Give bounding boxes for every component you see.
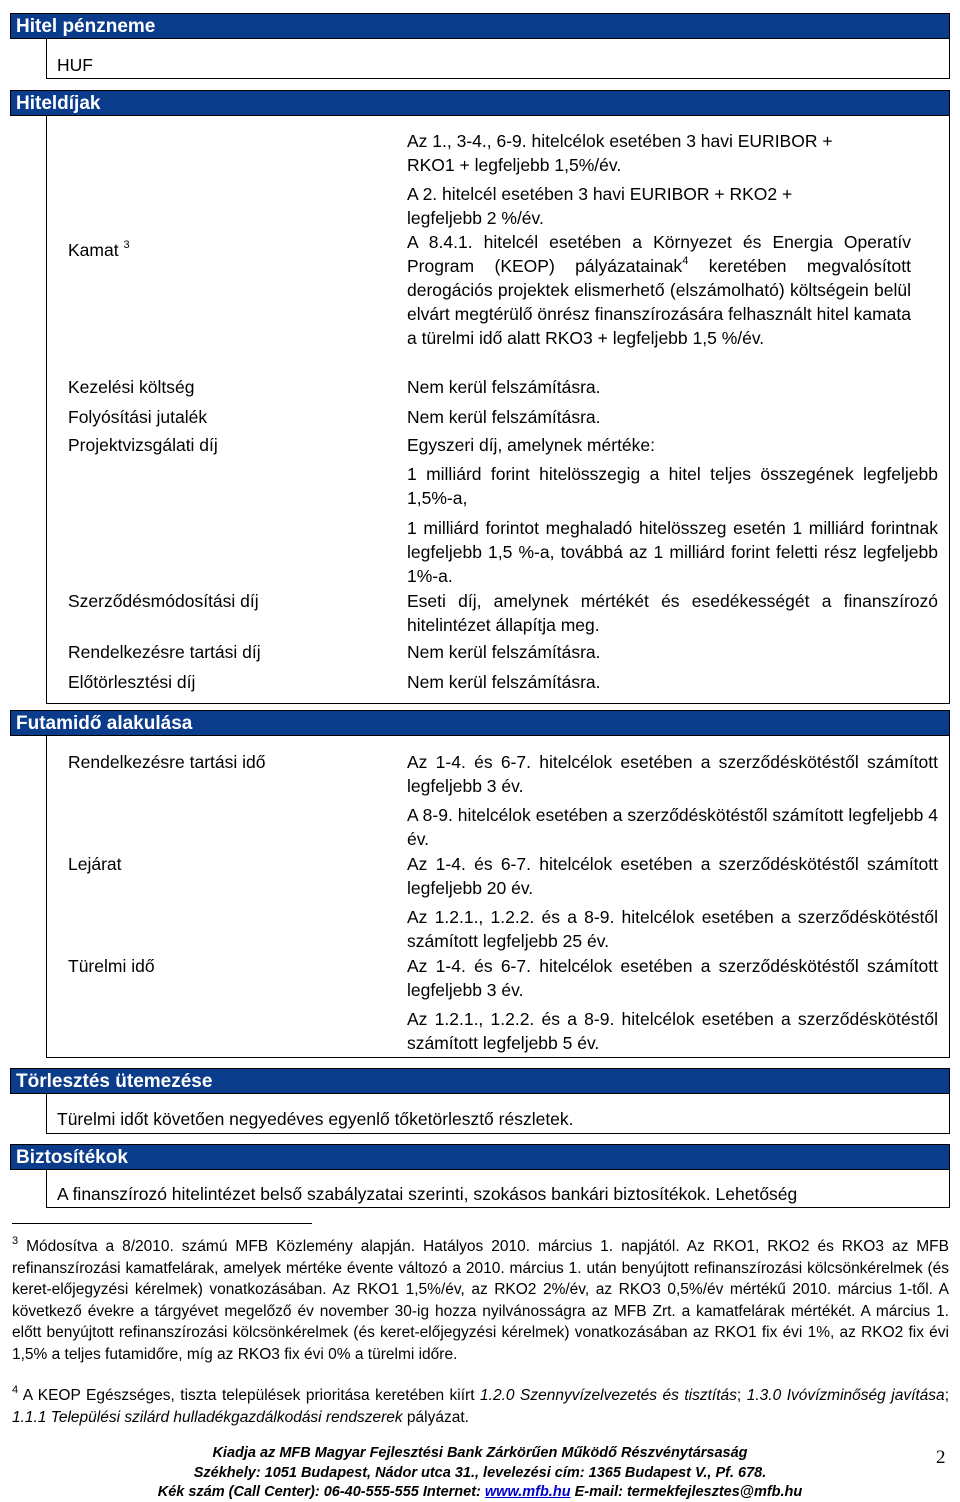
elotorlesztesi-value: Nem kerül felszámításra.	[407, 672, 601, 692]
kezelesi-value: Nem kerül felszámításra.	[407, 377, 601, 397]
lejarat-paragraph-2: Az 1.2.1., 1.2.2. és a 8-9. hitelcélok esetében a szerződéskötéstől számított legfeljebb 25 év.	[407, 907, 938, 951]
projekt-line: Egyszeri díj, amelynek mértéke:	[407, 435, 656, 455]
footer-publisher: Kiadja az MFB Magyar Fejlesztési Bank Zárkörűen Működő Részvénytársaság	[212, 1445, 748, 1461]
folyositasi-value: Nem kerül felszámításra.	[407, 407, 601, 427]
turelmi-paragraph-1: Az 1-4. és 6-7. hitelcélok esetében a szerződéskötéstől számított legfeljebb 3 év.	[407, 956, 938, 1000]
folyositasi-label: Folyósítási jutalék	[68, 407, 208, 427]
szerzodes-label: Szerződésmódosítási díj	[68, 591, 259, 611]
kamat-line-3: A 2. hitelcél esetében 3 havi EURIBOR + RKO2 +	[407, 184, 793, 204]
rendelkezesre-value: Nem kerül felszámításra.	[407, 642, 601, 662]
tartasi-label: Rendelkezésre tartási idő	[68, 752, 266, 772]
lejarat-paragraph-1: Az 1-4. és 6-7. hitelcélok esetében a szerződéskötéstől számított legfeljebb 20 év.	[407, 854, 938, 898]
footnote-3: $^3$ Módosítva a 8/2010. számú MFB Közlemény alapján. Hatályos 2010. március 1. napjától. Az RKO1, RKO2 és RKO3 az MFB refinanszírozási kamatfelárak, amelyek mértéke évente változó a 2010. március 1. után benyújtott refinanszírozási kölcsönkérelmek (és keret-előjegyzési kérelmek) vonatkozásában. Az RKO1 1,5%/év, az RKO2 2%/év, az RKO3 0,5%/év mértékű 2010. március 1-től. A következő évekre a tárgyévet megelőző év november 30-ig hozza nyilvánosságra az MFB Zrt. a kamatfelárak mértékét. A március 1. előtt benyújtott refinanszírozási kölcsönkérelmek (és keret-előjegyzési kérelmek) vonatkozásában az RKO1 fix évi 1%, az RKO2 fix évi 1,5% a teljes futamidőre, míg az RKO3 fix évi 0% a türelmi időre.	[12, 1234, 949, 1363]
page-number: 2	[936, 1447, 946, 1468]
section-heading-term: Futamidő alakulása	[10, 710, 950, 736]
kezelesi-label: Kezelési költség	[68, 377, 195, 397]
elotorlesztesi-label: Előtörlesztési díj	[68, 672, 196, 692]
footnote-separator	[12, 1223, 312, 1224]
kamat-line-1: Az 1., 3-4., 6-9. hitelcélok esetében 3 havi EURIBOR +	[407, 131, 833, 151]
footer-contact: Kék szám (Call Center): 06-40-555-555 Internet: www.mfb.hu E-mail: termekfejlesztes@mfb.hu	[157, 1484, 803, 1500]
projekt-label: Projektvizsgálati díj	[68, 435, 218, 455]
section-heading-currency: Hitel pénzneme	[10, 13, 950, 39]
kamat-keop-paragraph: A 8.4.1. hitelcél esetében a Környezet és Energia Operatív Program (KEOP) pályázatainak$^4$ keretében megvalósított derogációs projektek elismerhető (elszámolható) költségein belül elvárt megtérülő önrész finanszírozására felhasznált hitel kamata a türelmi idő alatt RKO3 + legfeljebb 1,5 %/év.	[407, 232, 911, 348]
section-heading-repayment: Törlesztés ütemezése	[10, 1068, 950, 1094]
footer-address: Székhely: 1051 Budapest, Nádor utca 31., levelezési cím: 1365 Budapest V., Pf. 678.	[193, 1465, 767, 1481]
kamat-label: Kamat $^3$	[68, 239, 130, 260]
currency-box	[46, 39, 950, 79]
currency-value: HUF	[57, 55, 93, 75]
repayment-value: Türelmi időt követően negyedéves egyenlő tőketörlesztő részletek.	[57, 1109, 574, 1129]
lejarat-label: Lejárat	[68, 854, 122, 874]
rendelkezesre-label: Rendelkezésre tartási díj	[68, 642, 261, 662]
projekt-paragraph-1: 1 milliárd forint hitelösszegig a hitel teljes összegének legfeljebb 1,5%-a,	[407, 464, 938, 508]
footnote-4: $^4$ A KEOP Egészséges, tiszta települések prioritása keretében kiírt 1.2.0 Szennyvízelvezetés és tisztítás; 1.3.0 Ivóvízminőség javítása; 1.1.1 Települési szilárd hulladékgazdálkodási rendszerek pályázat.	[12, 1383, 949, 1426]
kamat-line-4: legfeljebb 2 %/év.	[407, 208, 544, 228]
turelmi-paragraph-2: Az 1.2.1., 1.2.2. és a 8-9. hitelcélok esetében a szerződéskötéstől számított legfeljebb 5 év.	[407, 1009, 938, 1053]
tartasi-paragraph-1: Az 1-4. és 6-7. hitelcélok esetében a szerződéskötéstől számított legfeljebb 3 év.	[407, 752, 938, 796]
section-heading-collateral: Biztosítékok	[10, 1144, 950, 1170]
website-link[interactable]: www.mfb.hu	[484, 1484, 571, 1500]
collateral-value: A finanszírozó hitelintézet belső szabályzatai szerinti, szokásos bankári biztosítékok. Lehetőség	[57, 1184, 798, 1204]
turelmi-label: Türelmi idő	[68, 956, 155, 976]
projekt-paragraph-2: 1 milliárd forintot meghaladó hitelösszeg esetén 1 milliárd forintnak legfeljebb 1,5 %-a, továbbá az 1 milliárd forint feletti rész legfeljebb 1%-a.	[407, 518, 938, 586]
section-heading-fees: Hiteldíjak	[10, 90, 950, 116]
tartasi-paragraph-2: A 8-9. hitelcélok esetében a szerződéskötéstől számított legfeljebb 4 év.	[407, 805, 938, 849]
kamat-line-2: RKO1 + legfeljebb 1,5%/év.	[407, 155, 622, 175]
szerzodes-paragraph: Eseti díj, amelynek mértékét és esedékességét a finanszírozó hitelintézet állapítja meg.	[407, 591, 938, 635]
